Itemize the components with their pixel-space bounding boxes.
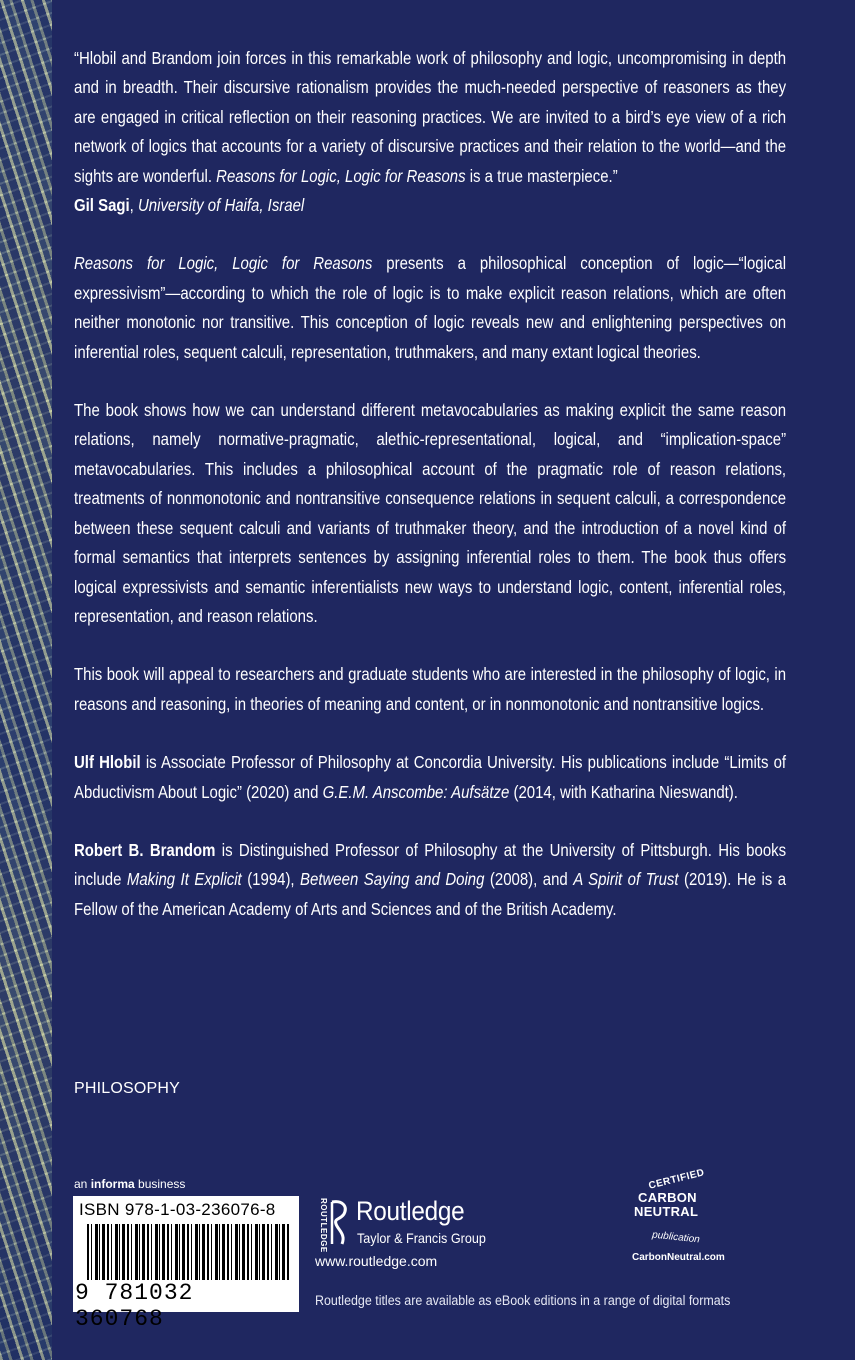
cover-art-strip xyxy=(0,0,52,1360)
author-bio-brandom: Robert B. Brandom is Distinguished Professor of Philosophy at the University of Pittsburgh. His books include Making It Explicit (1994), Between Saying and Doing (2008), and A Spirit of Trust (2019). He is a Fellow of the American Academy of Arts and Sciences and of the British Academy. xyxy=(74,839,787,919)
publisher-spine-mark: ROUTLEDGE xyxy=(319,1198,328,1253)
description-paragraph-1: Reasons for Logic, Logic for Reasons presents a philosophical conception of logic—“logical expressivism”—according to which the role of logic is to make explicit reason relations, which are often neither monotonic nor transitive. This conception of logic reveals new and enlightening perspectives on inferential roles, sequent calculi, representation, truthmakers, and many extant logical theories. xyxy=(74,253,787,362)
carbon-neutral-seal: CERTIFIED CARBON NEUTRAL publication CarbonNeutral.com xyxy=(632,1167,725,1263)
description-paragraph-3: This book will appeal to researchers and graduate students who are interested in the philosophy of logic, in reasons and reasoning, in theories of meaning and content, or in nonmonotonic and nontransitive logics. xyxy=(74,664,787,714)
subject-category: PHILOSOPHY xyxy=(74,1080,181,1097)
author-bio-hlobil: Ulf Hlobil is Associate Professor of Philosophy at Concordia University. His publications include “Limits of Abductivism About Logic” (2020) and G.E.M. Anscombe: Aufsätze (2014, with Katharina Nieswandt). xyxy=(74,752,787,802)
barcode-digits: 9 781032 360768 xyxy=(75,1280,194,1332)
isbn-number: ISBN 978-1-03-236076-8 xyxy=(79,1200,276,1219)
publisher-name: Routledge xyxy=(356,1196,465,1226)
endorsement-quote: “Hlobil and Brandom join forces in this remarkable work of philosophy and logic, uncompromising in depth and in breadth. Their discursive rationalism provides the much-needed perspective of reasoners as they are engaged in critical reflection on their reasoning practices. We are invited to a bird’s eye view of a rich network of logics that accounts for a variety of discursive practices and their relation to the world—and the sights are wonderful. Reasons for Logic, Logic for Reasons is a true masterpiece.” xyxy=(74,48,787,186)
publisher-group: Taylor & Francis Group xyxy=(357,1230,486,1246)
informa-business-label: an informa business xyxy=(74,1177,186,1191)
description-paragraph-2: The book shows how we can understand different metavocabularies as making explicit the same reason relations, namely normative-pragmatic, alethic-representational, logical, and “implication-space” metavocabularies. This includes a philosophical account of the pragmatic role of reason relations, treatments of nonmonotonic and nontransitive consequence relations in sequent calculi, a correspondence between these sequent calculi and variants of truthmaker theory, and the introduction of a novel kind of formal semantics that interprets sentences by assigning inferential roles to them. The book thus offers logical expressivists and semantic inferentialists new ways to understand logic, content, inferential roles, representation, and reason relations. xyxy=(74,400,787,626)
barcode-icon xyxy=(87,1224,291,1280)
isbn-barcode xyxy=(73,1196,299,1332)
publisher-url: www.routledge.com xyxy=(315,1253,438,1269)
endorser: Gil Sagi, University of Haifa, Israel xyxy=(74,195,305,216)
back-cover-text xyxy=(74,44,786,924)
ebook-note: Routledge titles are available as eBook editions in a range of digital formats xyxy=(315,1293,731,1308)
routledge-logo-icon xyxy=(328,1198,352,1248)
